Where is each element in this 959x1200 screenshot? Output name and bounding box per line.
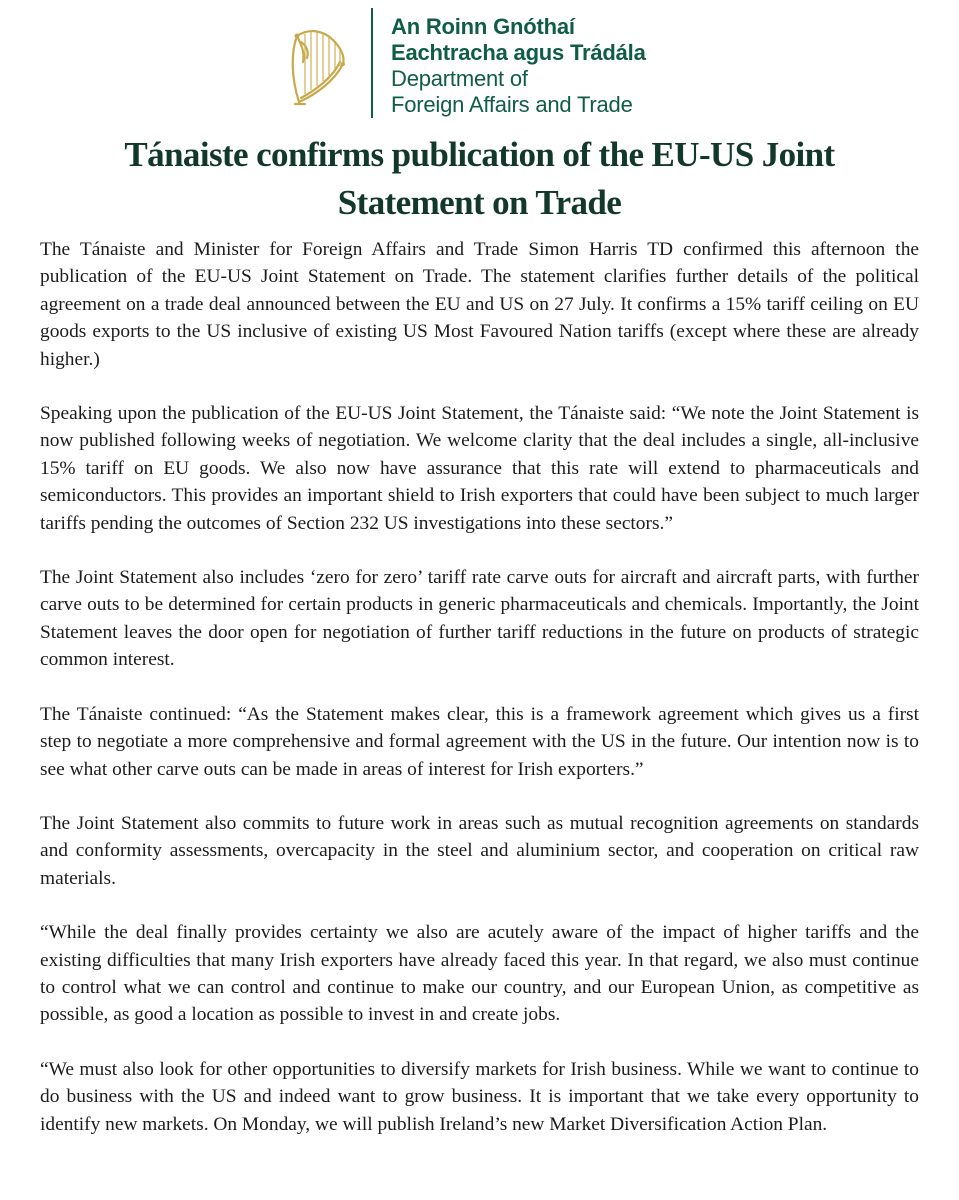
dept-irish-line-1: An Roinn Gnóthaí: [391, 14, 575, 39]
paragraph: Speaking upon the publication of the EU-US Joint Statement, the Tánaiste said: “We note the Joint Statement is now published following weeks of negotiation. We welcome clarity that the deal includes a single, all-inclusive 15% tariff on EU goods. We also now have assurance that this rate will extend to pharmaceuticals and semiconductors. This provides an important shield to Irish exporters that could have been subject to much larger tariffs pending the outcomes of Section 232 US investigations into these sectors.”: [40, 403, 919, 534]
paragraph: “While the deal finally provides certainty we also are acutely aware of the impact of higher tariffs and the existing difficulties that many Irish exporters have already faced this year. In that regard, we also must continue to control what we can control and continue to make our country, and our European Union, as competitive as possible, as good a location as possible to invest in and create jobs.: [40, 922, 919, 1026]
paragraph: “We must also look for other opportunities to diversify markets for Irish business. While we want to continue to do business with the US and indeed want to grow business. It is important that we take every opportunity to identify new markets. On Monday, we will publish Ireland’s new Market Diversification Action Plan.: [40, 1058, 919, 1135]
department-name: [391, 14, 646, 118]
paragraph: The Joint Statement also commits to future work in areas such as mutual recognition agreements on standards and conformity assessments, overcapacity in the steel and aluminium sector, and cooperation on critical raw materials.: [40, 812, 919, 889]
paragraph: The Tánaiste continued: “As the Statement makes clear, this is a framework agreement which gives us a first step to negotiate a more comprehensive and formal agreement with the US in the future. Our intention now is to see what other carve outs can be made in areas of interest for Irish exporters.”: [40, 703, 919, 780]
press-release-body: [40, 236, 919, 1165]
paragraph: The Tánaiste and Minister for Foreign Affairs and Trade Simon Harris TD confirmed this afternoon the publication of the EU-US Joint Statement on Trade. The statement clarifies further details of the political agreement on a trade deal announced between the EU and US on 27 July. It confirms a 15% tariff ceiling on EU goods exports to the US inclusive of existing US Most Favoured Nation tariffs (except where these are already higher.): [40, 239, 919, 370]
dept-english-line-2: Foreign Affairs and Trade: [391, 92, 633, 117]
paragraph: The Joint Statement also includes ‘zero for zero’ tariff rate carve outs for aircraft and aircraft parts, with further carve outs to be determined for certain products in generic pharmaceuticals and chemicals. Importantly, the Joint Statement leaves the door open for negotiation of further tariff reductions in the future on products of strategic common interest.: [40, 567, 919, 671]
irish-harp-icon: [283, 22, 353, 114]
title-line-2: Statement on Trade: [337, 183, 622, 222]
page-title: [40, 131, 919, 227]
page-header: [0, 0, 959, 125]
dept-english-line-1: Department of: [391, 66, 528, 91]
title-line-1: Tánaiste confirms publication of the EU-US Joint: [124, 135, 835, 174]
dept-irish-line-2: Eachtracha agus Trádála: [391, 40, 646, 65]
header-divider: [371, 8, 373, 118]
